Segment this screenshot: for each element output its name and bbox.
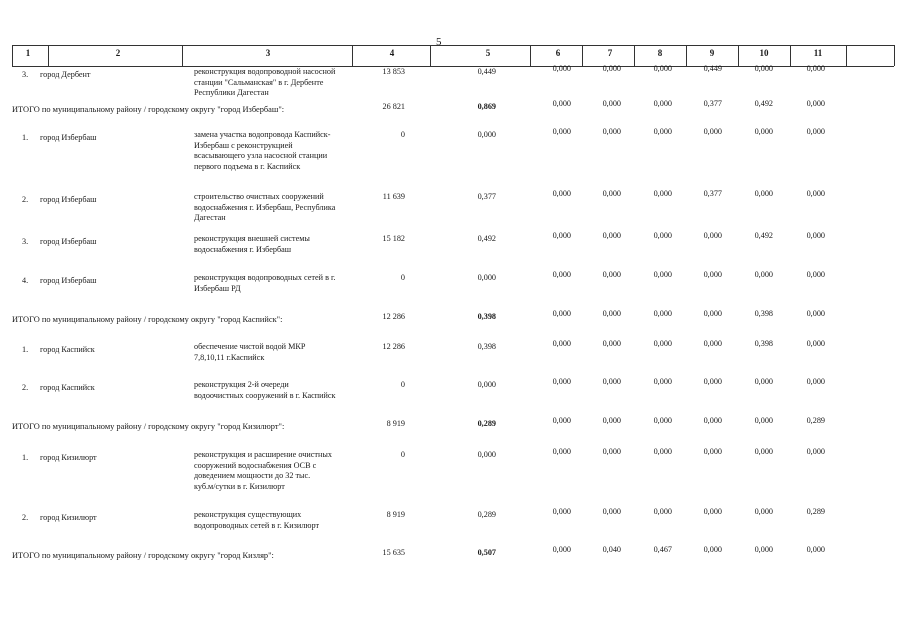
header-cell-col-7: 7 [607, 48, 613, 58]
header-cell-col-2: 2 [115, 48, 121, 58]
municipality-name: город Избербаш [40, 133, 97, 142]
value-col-4: 8 919 [386, 419, 405, 428]
value-col-10: 0,000 [754, 507, 773, 516]
value-col-6: 0,000 [552, 545, 571, 554]
subtotal-label: ИТОГО по муниципальному району / городскому округу "город Каспийск": [12, 315, 283, 324]
value-col-5: 0,449 [477, 67, 496, 76]
value-col-8: 0,000 [653, 447, 672, 456]
municipality-name: город Каспийск [40, 345, 95, 354]
municipality-name: город Избербаш [40, 276, 97, 285]
municipality-name: город Каспийск [40, 383, 95, 392]
value-col-6: 0,000 [552, 189, 571, 198]
value-col-9: 0,449 [703, 64, 722, 73]
row-number: 1. [22, 345, 29, 354]
object-description-line: реконструкция внешней системы [194, 234, 310, 243]
value-col-8: 0,000 [653, 507, 672, 516]
value-col-8: 0,000 [653, 416, 672, 425]
value-col-8: 0,000 [653, 231, 672, 240]
value-col-6: 0,000 [552, 339, 571, 348]
value-col-11: 0,000 [806, 447, 825, 456]
value-col-10: 0,000 [754, 447, 773, 456]
value-col-5: 0,869 [477, 102, 496, 111]
object-description-line: реконструкция 2-й очереди [194, 380, 289, 389]
value-col-8: 0,000 [653, 127, 672, 136]
value-col-7: 0,000 [602, 270, 621, 279]
header-column-divider [790, 45, 791, 66]
value-col-11: 0,000 [806, 545, 825, 554]
subtotal-label: ИТОГО по муниципальному району / городскому округу "город Кизилюрт": [12, 422, 285, 431]
object-description-line: обеспечение чистой водой МКР [194, 342, 306, 351]
row-number: 3. [22, 70, 29, 79]
header-column-divider [530, 45, 531, 66]
value-col-9: 0,000 [703, 377, 722, 386]
value-col-9: 0,000 [703, 416, 722, 425]
value-col-7: 0,000 [602, 339, 621, 348]
header-cell-col-1: 1 [25, 48, 31, 58]
value-col-10: 0,000 [754, 545, 773, 554]
object-description-line: Дагестан [194, 213, 226, 222]
header-cell-col-3: 3 [265, 48, 271, 58]
value-col-6: 0,000 [552, 231, 571, 240]
object-description-line: реконструкция существующих [194, 510, 302, 519]
value-col-9: 0,000 [703, 270, 722, 279]
value-col-6: 0,000 [552, 64, 571, 73]
value-col-6: 0,000 [552, 309, 571, 318]
value-col-9: 0,000 [703, 231, 722, 240]
object-description-line: водопроводных сетей в г. Кизилюрт [194, 520, 320, 530]
value-col-7: 0,000 [602, 231, 621, 240]
value-col-9: 0,000 [703, 309, 722, 318]
value-col-5: 0,000 [477, 130, 496, 139]
value-col-7: 0,000 [602, 127, 621, 136]
value-col-5: 0,398 [477, 342, 496, 351]
header-cell-col-5: 5 [485, 48, 491, 58]
value-col-6: 0,000 [552, 377, 571, 386]
row-number: 3. [22, 237, 29, 246]
value-col-10: 0,492 [754, 99, 773, 108]
value-col-8: 0,000 [653, 339, 672, 348]
value-col-4: 0 [400, 130, 405, 139]
value-col-9: 0,000 [703, 507, 722, 516]
object-description-line: водоснабжения г. Избербаш [194, 244, 292, 254]
header-cell-col-9: 9 [709, 48, 715, 58]
municipality-name: город Кизилюрт [40, 513, 97, 522]
page-number: 5 [436, 36, 442, 48]
object-description-line: 7,8,10,11 г.Каспийск [194, 352, 265, 362]
value-col-7: 0,000 [602, 189, 621, 198]
value-col-7: 0,000 [602, 309, 621, 318]
header-column-divider [686, 45, 687, 66]
object-description-line: первого подъема в г. Каспийск [194, 161, 301, 171]
object-description-line: водоснабжения г. Избербаш, Республика [194, 202, 336, 212]
municipality-name: город Кизилюрт [40, 453, 97, 462]
value-col-5: 0,000 [477, 380, 496, 389]
header-column-divider [634, 45, 635, 66]
value-col-5: 0,289 [477, 510, 496, 519]
row-number: 2. [22, 195, 29, 204]
municipality-name: город Избербаш [40, 237, 97, 246]
header-column-divider [738, 45, 739, 66]
value-col-8: 0,467 [653, 545, 672, 554]
value-col-11: 0,000 [806, 339, 825, 348]
header-column-divider [352, 45, 353, 66]
object-description-line: доведением мощности до 32 тыс. [194, 471, 311, 480]
value-col-11: 0,000 [806, 127, 825, 136]
object-description-line: сооружений водоснабжения ОСВ с [194, 460, 317, 470]
value-col-5: 0,000 [477, 450, 496, 459]
value-col-8: 0,000 [653, 377, 672, 386]
value-col-8: 0,000 [653, 189, 672, 198]
value-col-4: 15 635 [382, 548, 405, 557]
value-col-10: 0,398 [754, 309, 773, 318]
value-col-7: 0,000 [602, 99, 621, 108]
value-col-8: 0,000 [653, 270, 672, 279]
value-col-4: 0 [400, 273, 405, 282]
header-column-divider [430, 45, 431, 66]
header-column-divider [582, 45, 583, 66]
header-cell-col-6: 6 [555, 48, 561, 58]
row-number: 1. [22, 133, 29, 142]
header-column-divider [894, 45, 895, 66]
object-description-line: куб.м/сутки в г. Кизилюрт [194, 481, 285, 491]
header-column-divider [846, 45, 847, 66]
value-col-5: 0,377 [477, 192, 496, 201]
value-col-10: 0,000 [754, 127, 773, 136]
object-description-line: станции "Сальманская" в г. Дербенте [194, 77, 324, 87]
municipality-name: город Дербент [40, 70, 91, 79]
value-col-11: 0,000 [806, 309, 825, 318]
value-col-7: 0,000 [602, 64, 621, 73]
value-col-11: 0,000 [806, 64, 825, 73]
value-col-6: 0,000 [552, 447, 571, 456]
object-description-line: всасывающего узла насосной станции [194, 151, 328, 160]
header-cell-col-8: 8 [657, 48, 663, 58]
object-description-line: реконструкция и расширение очистных [194, 450, 332, 459]
row-number: 2. [22, 383, 29, 392]
value-col-11: 0,000 [806, 189, 825, 198]
row-number: 1. [22, 453, 29, 462]
value-col-11: 0,000 [806, 270, 825, 279]
value-col-7: 0,000 [602, 377, 621, 386]
object-description-line: Избербаш с реконструкцией [194, 140, 293, 150]
value-col-4: 13 853 [382, 67, 405, 76]
value-col-10: 0,492 [754, 231, 773, 240]
value-col-6: 0,000 [552, 99, 571, 108]
object-description-line: замена участка водопровода Каспийск- [194, 130, 331, 139]
subtotal-label: ИТОГО по муниципальному району / городскому округу "город Избербаш": [12, 105, 285, 114]
value-col-10: 0,000 [754, 270, 773, 279]
value-col-6: 0,000 [552, 127, 571, 136]
value-col-6: 0,000 [552, 416, 571, 425]
row-number: 2. [22, 513, 29, 522]
value-col-11: 0,000 [806, 99, 825, 108]
header-top-rule [12, 45, 894, 46]
subtotal-label: ИТОГО по муниципальному району / городскому округу "город Кизляр": [12, 551, 274, 560]
value-col-4: 26 821 [382, 102, 405, 111]
value-col-4: 15 182 [382, 234, 405, 243]
object-description-line: Избербаш РД [194, 283, 241, 293]
header-column-divider [48, 45, 49, 66]
value-col-7: 0,000 [602, 416, 621, 425]
value-col-7: 0,040 [602, 545, 621, 554]
value-col-9: 0,377 [703, 99, 722, 108]
value-col-4: 11 639 [382, 192, 405, 201]
object-description-line: водоочистных сооружений в г. Каспийск [194, 390, 336, 400]
row-number: 4. [22, 276, 29, 285]
object-description-line: реконструкция водопроводных сетей в г. [194, 273, 336, 282]
value-col-11: 0,289 [806, 507, 825, 516]
value-col-9: 0,000 [703, 447, 722, 456]
value-col-5: 0,507 [477, 548, 496, 557]
value-col-8: 0,000 [653, 64, 672, 73]
value-col-6: 0,000 [552, 507, 571, 516]
value-col-9: 0,000 [703, 545, 722, 554]
value-col-7: 0,000 [602, 507, 621, 516]
value-col-5: 0,398 [477, 312, 496, 321]
value-col-4: 0 [400, 380, 405, 389]
value-col-5: 0,492 [477, 234, 496, 243]
value-col-6: 0,000 [552, 270, 571, 279]
header-column-divider [182, 45, 183, 66]
value-col-7: 0,000 [602, 447, 621, 456]
value-col-11: 0,289 [806, 416, 825, 425]
value-col-9: 0,000 [703, 339, 722, 348]
value-col-9: 0,000 [703, 127, 722, 136]
value-col-4: 8 919 [386, 510, 405, 519]
value-col-4: 12 286 [382, 312, 405, 321]
value-col-10: 0,000 [754, 64, 773, 73]
object-description-line: реконструкция водопроводной насосной [194, 67, 336, 76]
header-cell-col-4: 4 [389, 48, 395, 58]
value-col-10: 0,398 [754, 339, 773, 348]
value-col-4: 0 [400, 450, 405, 459]
header-cell-col-11: 11 [813, 48, 823, 58]
value-col-8: 0,000 [653, 309, 672, 318]
value-col-4: 12 286 [382, 342, 405, 351]
value-col-10: 0,000 [754, 416, 773, 425]
value-col-5: 0,289 [477, 419, 496, 428]
header-cell-col-10: 10 [759, 48, 769, 58]
object-description-line: Республики Дагестан [194, 88, 269, 97]
municipality-name: город Избербаш [40, 195, 97, 204]
value-col-10: 0,000 [754, 189, 773, 198]
value-col-5: 0,000 [477, 273, 496, 282]
value-col-11: 0,000 [806, 231, 825, 240]
value-col-10: 0,000 [754, 377, 773, 386]
object-description-line: строительство очистных сооружений [194, 192, 324, 201]
value-col-9: 0,377 [703, 189, 722, 198]
value-col-11: 0,000 [806, 377, 825, 386]
value-col-8: 0,000 [653, 99, 672, 108]
